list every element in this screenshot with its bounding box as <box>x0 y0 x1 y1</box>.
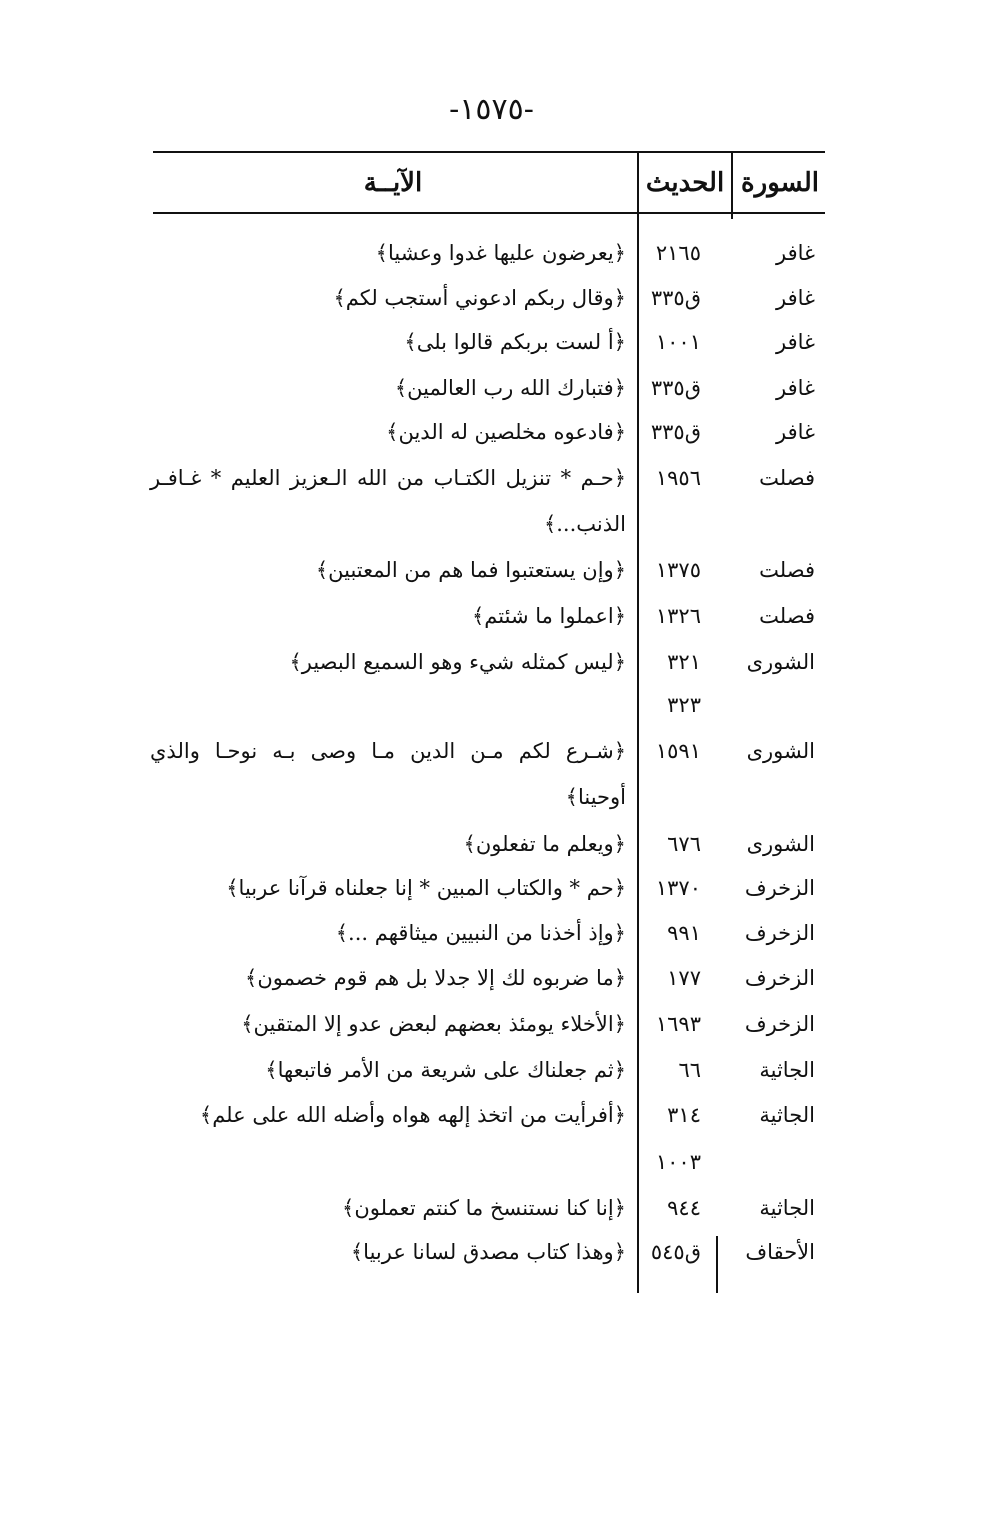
hadith-number-cell: ٩٤٤ <box>667 1196 701 1220</box>
aya-cell: ﴿الأخلاء يومئذ بعضهم لبعض عدو إلا المتقين﴾ <box>241 1012 626 1036</box>
aya-cell <box>150 683 626 727</box>
surah-cell: الشورى <box>746 832 815 856</box>
table-row <box>0 366 983 410</box>
surah-cell: غافر <box>775 420 815 444</box>
aya-cell: ﴿وإذ أخذنا من النبيين ميثاقهم ...﴾ <box>335 921 626 945</box>
hadith-number-cell: ق٣٣٥ <box>650 420 701 444</box>
surah-cell <box>735 1140 815 1184</box>
table-row <box>0 683 983 727</box>
hadith-number-cell: ١٣٢٦ <box>655 604 701 628</box>
table-row <box>0 502 983 546</box>
hadith-number-cell: ٣٢٣ <box>667 693 701 717</box>
table-top-rule <box>153 151 825 153</box>
surah-cell: غافر <box>775 286 815 310</box>
hadith-number-cell: ٢١٦٥ <box>655 241 701 265</box>
surah-cell <box>735 683 815 727</box>
hadith-number-cell: ٦٦ <box>678 1058 701 1082</box>
hadith-number-cell: ١٦٩٣ <box>655 1012 701 1036</box>
surah-cell: فصلت <box>759 558 815 582</box>
aya-cell: ﴿فتبارك الله رب العالمين﴾ <box>394 376 626 400</box>
surah-cell: غافر <box>775 330 815 354</box>
table-row <box>0 911 983 955</box>
aya-cell: الذنب...﴾ <box>543 512 626 536</box>
table-row <box>0 1140 983 1184</box>
hadith-number-cell: ١٣٧٥ <box>655 558 701 582</box>
aya-cell: ﴿اعملوا ما شئتم﴾ <box>472 604 626 628</box>
table-row <box>0 410 983 454</box>
hadith-number-cell: ١٠٠٣ <box>655 1150 701 1174</box>
hadith-number-cell: ق٥٤٥ <box>650 1240 701 1264</box>
aya-cell: ﴿ليس كمثله شيء وهو السميع البصير﴾ <box>289 650 626 674</box>
table-row <box>0 775 983 819</box>
table-header-rule <box>153 212 825 214</box>
hadith-number-cell: ق٣٣٥ <box>650 376 701 400</box>
surah-cell: الزخرف <box>744 1012 815 1036</box>
aya-cell <box>150 1140 626 1184</box>
header-aya: الآيــة <box>363 168 423 198</box>
hadith-number-cell: ٣٢١ <box>667 650 701 674</box>
aya-cell: ﴿أ لست بربكم قالوا بلى﴾ <box>404 330 626 354</box>
surah-cell: الزخرف <box>744 966 815 990</box>
aya-cell: ﴿ثم جعلناك على شريعة من الأمر فاتبعها﴾ <box>265 1058 626 1082</box>
table-row <box>0 729 983 773</box>
table-row <box>0 822 983 866</box>
aya-cell: ﴿إنا كنا نستنسخ ما كنتم تعملون﴾ <box>342 1196 626 1220</box>
surah-cell: الجاثية <box>759 1196 815 1220</box>
aya-cell: ﴿شـرع لكم مـن الدين مـا وصى بـه نوحـا والذي <box>150 739 626 763</box>
surah-cell: الزخرف <box>744 876 815 900</box>
table-row <box>0 866 983 910</box>
header-hadith: الحديث <box>645 168 725 198</box>
surah-cell: الجاثية <box>759 1103 815 1127</box>
table-row <box>0 956 983 1000</box>
table-row <box>0 231 983 275</box>
column-divider-surah <box>731 151 733 219</box>
aya-cell: ﴿يعرضون عليها غدوا وعشيا﴾ <box>375 241 626 265</box>
surah-cell <box>735 502 815 546</box>
aya-cell: ﴿حم * والكتاب المبين * إنا جعلناه قرآنا عربيا﴾ <box>226 876 626 900</box>
table-row <box>0 456 983 500</box>
hadith-number-cell: ٣١٤ <box>667 1103 701 1127</box>
surah-cell: فصلت <box>759 466 815 490</box>
aya-cell: ﴿وإن يستعتبوا فما هم من المعتبين﴾ <box>315 558 626 582</box>
table-row <box>0 1002 983 1046</box>
surah-cell: فصلت <box>759 604 815 628</box>
table-row <box>0 1230 983 1274</box>
surah-cell: الأحقاف <box>745 1240 815 1264</box>
hadith-number-cell: ٦٧٦ <box>667 832 701 856</box>
table-row <box>0 320 983 364</box>
surah-cell: الزخرف <box>744 921 815 945</box>
hadith-number-cell: ١٣٧٠ <box>655 876 701 900</box>
aya-cell: ﴿وهذا كتاب مصدق لسانا عربيا﴾ <box>350 1240 626 1264</box>
page-number: -١٥٧٥- <box>449 92 534 127</box>
table-row <box>0 276 983 320</box>
hadith-number-cell <box>641 775 701 819</box>
aya-cell: ﴿وقال ربكم ادعوني أستجب لكم﴾ <box>333 286 626 310</box>
table-row <box>0 1093 983 1137</box>
hadith-number-cell <box>641 502 701 546</box>
table-row <box>0 1048 983 1092</box>
table-row <box>0 548 983 592</box>
hadith-number-cell: ١٠٠١ <box>655 330 701 354</box>
hadith-number-cell: ١٥٩١ <box>655 739 701 763</box>
aya-cell: ﴿حـم * تنزيل الكتـاب من الله الـعزيز العليم * غـافـر <box>150 466 626 490</box>
aya-cell: ﴿ما ضربوه لك إلا جدلا بل هم قوم خصمون﴾ <box>245 966 626 990</box>
surah-cell: الشورى <box>746 650 815 674</box>
surah-cell: غافر <box>775 376 815 400</box>
surah-cell: غافر <box>775 241 815 265</box>
table-row <box>0 1186 983 1230</box>
hadith-number-cell: ق٣٣٥ <box>650 286 701 310</box>
surah-cell <box>735 775 815 819</box>
aya-cell: ﴿ويعلم ما تفعلون﴾ <box>463 832 626 856</box>
hadith-number-cell: ٩٩١ <box>667 921 701 945</box>
aya-cell: ﴿فادعوه مخلصين له الدين﴾ <box>386 420 626 444</box>
table-row <box>0 594 983 638</box>
surah-cell: الشورى <box>746 739 815 763</box>
surah-cell: الجاثية <box>759 1058 815 1082</box>
hadith-number-cell: ١٧٧ <box>667 966 701 990</box>
aya-cell: أوحينا﴾ <box>565 785 626 809</box>
header-surah: السورة <box>741 168 819 198</box>
hadith-number-cell: ١٩٥٦ <box>655 466 701 490</box>
table-row <box>0 640 983 684</box>
aya-cell: ﴿أفرأيت من اتخذ إلهه هواه وأضله الله على علم﴾ <box>199 1103 626 1127</box>
